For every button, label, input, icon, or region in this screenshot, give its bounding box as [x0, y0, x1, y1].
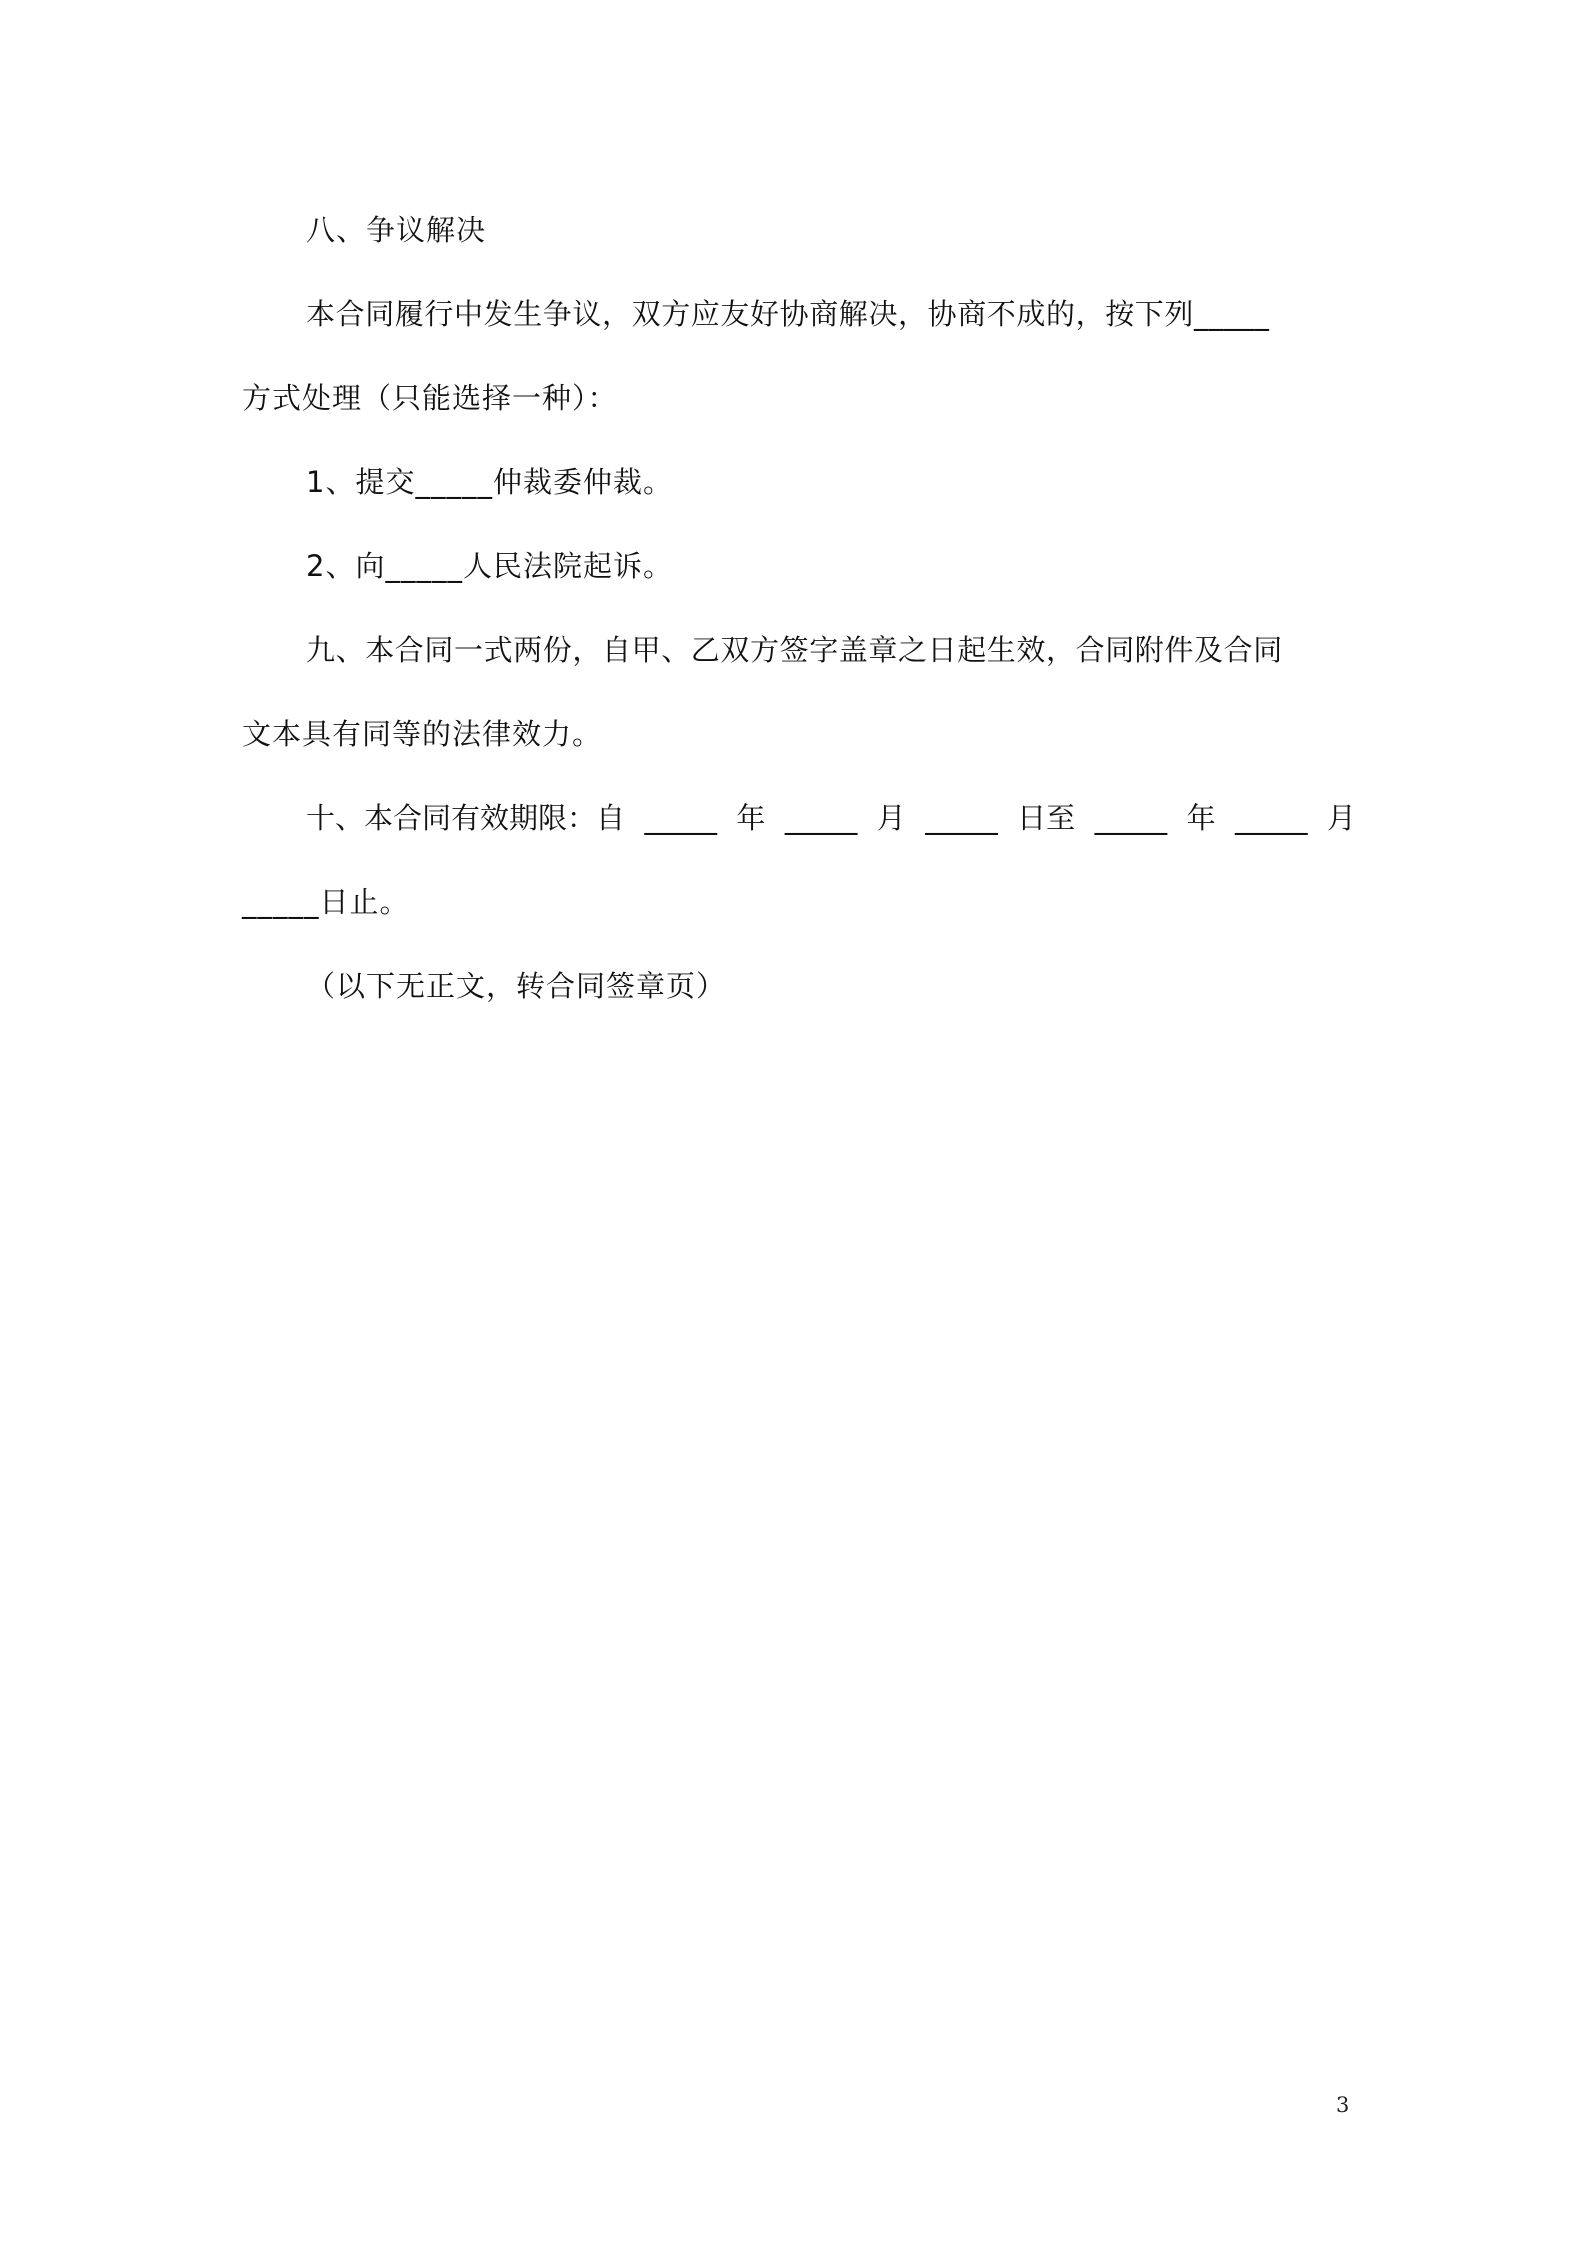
section-10-validity-period-line-2: _____日止。	[242, 885, 410, 919]
validity-label: 十、本合同有效期限：自	[306, 801, 626, 835]
year-unit: 年	[736, 801, 766, 835]
end-of-text-note: （以下无正文，转合同签章页）	[306, 969, 727, 1003]
end-month-blank: _____	[1235, 801, 1308, 835]
start-day-blank: _____	[925, 801, 998, 835]
end-year-blank: _____	[1094, 801, 1168, 835]
start-year-blank: _____	[644, 801, 717, 835]
start-month-blank: _____	[784, 801, 858, 835]
month-unit: 月	[876, 801, 906, 835]
section-8-paragraph-line-1: 本合同履行中发生争议，双方应友好协商解决，协商不成的，按下列_____	[306, 297, 1270, 331]
section-8-heading: 八、争议解决	[306, 213, 487, 247]
month-unit: 月	[1326, 801, 1356, 835]
section-9-line-1: 九、本合同一式两份，自甲、乙双方签字盖章之日起生效，合同附件及合同	[306, 633, 1283, 667]
day-to-unit: 日至	[1017, 801, 1076, 835]
page-number: 3	[1336, 2093, 1350, 2117]
year-unit: 年	[1186, 801, 1216, 835]
litigation-option: 2、向_____人民法院起诉。	[306, 549, 673, 583]
arbitration-option: 1、提交_____仲裁委仲裁。	[306, 465, 673, 499]
section-10-validity-period-line-1	[306, 798, 1356, 838]
section-8-paragraph-line-2: 方式处理（只能选择一种）：	[242, 381, 618, 415]
section-9-line-2: 文本具有同等的法律效力。	[242, 717, 603, 751]
